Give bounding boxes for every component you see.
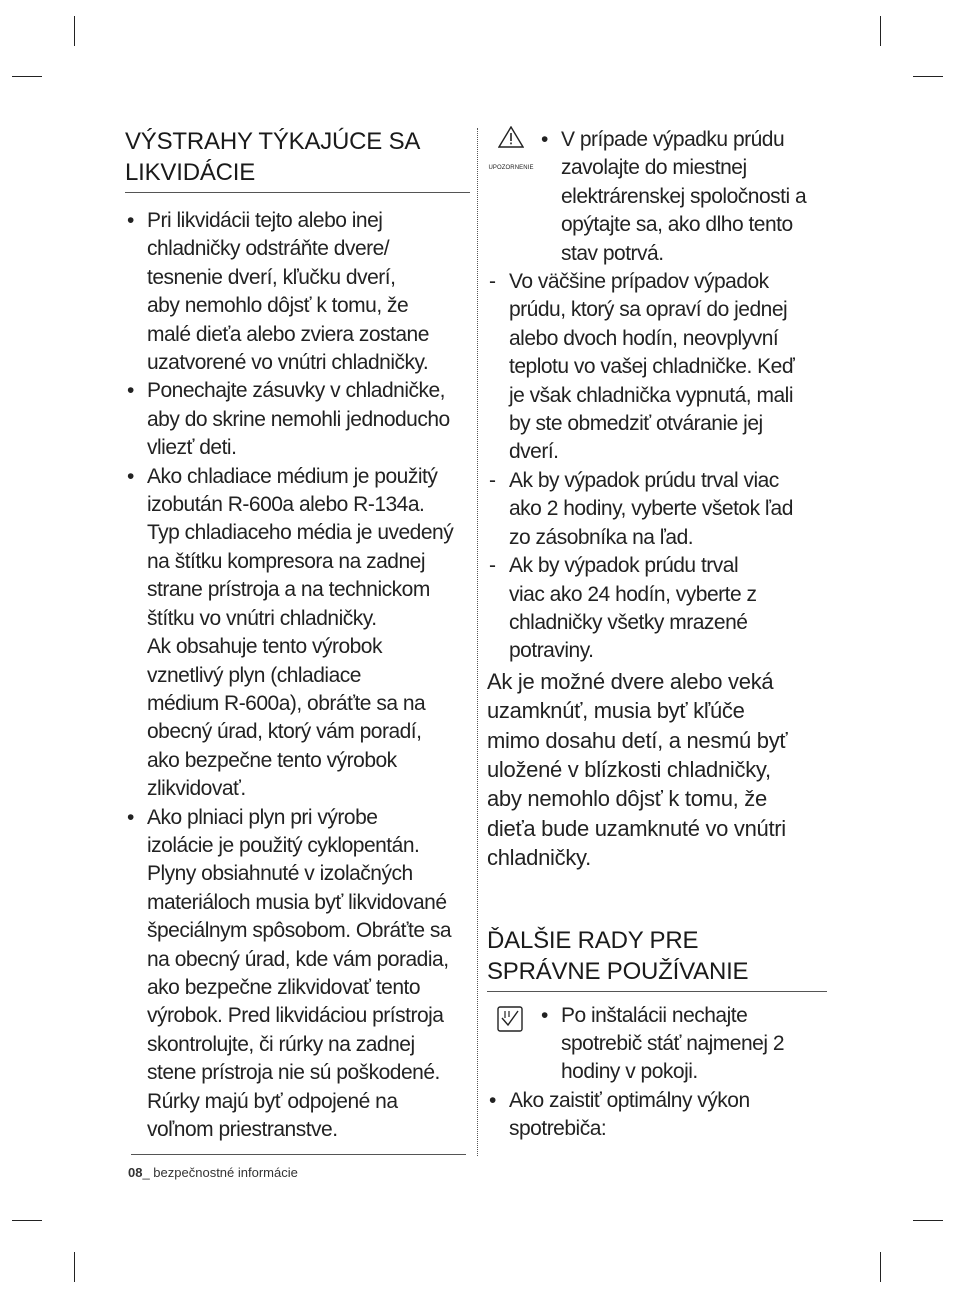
bullet-marker: • xyxy=(127,805,134,829)
text-line: izobután R-600a alebo R-134a. xyxy=(147,493,425,517)
note-checkmark-icon xyxy=(497,1006,523,1032)
list-item xyxy=(125,804,470,1145)
bullet-marker: • xyxy=(541,128,548,151)
power-outage-dash-list xyxy=(487,268,832,666)
text-line: tesnenie dverí, kľučku dverí, xyxy=(147,265,396,289)
list-item xyxy=(125,207,470,377)
bullet-marker: • xyxy=(127,379,134,403)
text-line: aby nemohlo dôjsť k tomu, že xyxy=(147,294,409,318)
text-line: opýtajte sa, ako dlho tento xyxy=(561,213,793,237)
text-line: malé dieťa alebo zviera zostane xyxy=(147,322,429,346)
page-number: 08 xyxy=(128,1165,143,1180)
text-line: vznetlivý plyn (chladiace xyxy=(147,663,361,687)
text-line: Ak obsahuje tento výrobok xyxy=(147,635,382,659)
text-line: Ako plniaci plyn pri výrobe xyxy=(147,805,378,829)
text-line: izolácie je použitý cyklopentán. xyxy=(147,833,420,857)
warning-caption: UPOZORNENIE xyxy=(488,165,534,172)
list-item xyxy=(487,467,832,552)
crop-mark xyxy=(74,1252,75,1282)
text-line: hodiny v pokoji. xyxy=(561,1060,698,1084)
text-line: alebo dvoch hodín, neovplyvní xyxy=(509,326,779,350)
text-line: Rúrky majú byť odpojené na xyxy=(147,1089,398,1113)
crop-mark xyxy=(12,76,42,77)
text-line: mimo dosahu detí, a nesmú byť xyxy=(487,727,788,753)
text-line: je však chladnička vypnutá, mali xyxy=(509,383,793,407)
warning-triangle-icon xyxy=(487,126,535,183)
text-line: Ak by výpadok prúdu trval xyxy=(509,554,739,578)
performance-bullet-text xyxy=(509,1087,832,1144)
crop-mark xyxy=(913,1220,943,1221)
text-line: ako 2 hodiny, vyberte všetok ľad xyxy=(509,497,793,521)
bottom-rule xyxy=(131,1154,466,1155)
text-line: aby do skrine nemohli jednoducho xyxy=(147,407,450,431)
text-line: voľnom priestranstve. xyxy=(147,1118,338,1141)
left-column xyxy=(125,126,470,1144)
text-line: spotrebiča: xyxy=(509,1117,607,1141)
text-line: Typ chladiaceho média je uvedený xyxy=(147,521,454,545)
text-line: Po inštalácii nechajte xyxy=(561,1003,748,1027)
text-line: na štítku kompresora na zadnej xyxy=(147,549,425,573)
text-line: ako bezpečne tento výrobok xyxy=(147,748,397,772)
right-column xyxy=(487,126,832,1144)
dash-marker: - xyxy=(489,270,496,294)
text-line: Ponechajte zásuvky v chladničke, xyxy=(147,379,446,403)
crop-mark xyxy=(12,1220,42,1221)
list-item xyxy=(487,268,832,467)
text-line: špeciálnym spôsobom. Obráťte sa xyxy=(147,919,452,943)
text-line: stav potrvá. xyxy=(561,241,664,265)
crop-mark xyxy=(880,16,881,46)
section-heading-disposal: VÝSTRAHY TÝKAJÚCE SA LIKVIDÁCIE xyxy=(125,126,470,193)
text-line: potraviny. xyxy=(509,639,594,663)
text-line: chladničky. xyxy=(487,845,591,871)
dash-marker: - xyxy=(489,468,496,492)
text-line: spotrebič stáť najmenej 2 xyxy=(561,1031,785,1055)
dash-marker: - xyxy=(489,554,496,578)
text-line: Ako chladiace médium je použitý xyxy=(147,464,438,488)
text-line: štítku vo vnútri chladničky. xyxy=(147,606,377,630)
warning-text xyxy=(561,126,832,268)
text-line: uložené v blízkosti chladničky, xyxy=(487,756,771,782)
note-text xyxy=(561,1002,832,1087)
text-line: dverí. xyxy=(509,440,559,464)
text-line: teplotu vo vašej chladničke. Keď xyxy=(509,355,795,379)
text-line: obecný úrad, ktorý vám poradí, xyxy=(147,720,422,744)
bullet-marker: • xyxy=(127,464,134,488)
performance-bullet xyxy=(487,1087,832,1144)
text-line: ako bezpečne zlikvidovať tento xyxy=(147,975,421,999)
bullet-marker: • xyxy=(489,1088,496,1112)
text-line: V prípade výpadku prúdu xyxy=(561,128,785,151)
text-line: Vo väčšine prípadov výpadok xyxy=(509,270,769,294)
bullet-marker: • xyxy=(541,1003,548,1027)
text-line: aby nemohlo dôjsť k tomu, že xyxy=(487,786,767,812)
column-divider xyxy=(477,128,478,1156)
section-heading-usage-tips: ĎALŠIE RADY PRE SPRÁVNE POUŽÍVANIE xyxy=(487,925,827,992)
text-line: vliezť deti. xyxy=(147,436,237,460)
warning-block xyxy=(487,126,832,268)
crop-mark xyxy=(74,16,75,46)
text-line: skontrolujte, či rúrky na zadnej xyxy=(147,1032,415,1056)
text-line: by ste obmedziť otváranie jej xyxy=(509,412,763,436)
crop-mark xyxy=(913,76,943,77)
text-line: Pri likvidácii tejto alebo inej xyxy=(147,209,383,232)
text-line: viac ako 24 hodín, vyberte z xyxy=(509,582,757,606)
text-line: médium R-600a), obráťte sa na xyxy=(147,691,426,715)
text-line: Ako zaistiť optimálny výkon xyxy=(509,1088,750,1112)
text-line: uzamknúť, musia byť kľúče xyxy=(487,698,745,724)
bullet-marker: • xyxy=(127,209,134,232)
text-line: Ak by výpadok prúdu trval viac xyxy=(509,468,779,492)
list-item xyxy=(487,552,832,666)
footer-section-name: _ bezpečnostné informácie xyxy=(142,1165,298,1180)
lock-warning-paragraph xyxy=(487,667,832,873)
text-line: prúdu, ktorý sa opraví do jednej xyxy=(509,298,788,322)
text-line: elektrárenskej spoločnosti a xyxy=(561,184,807,208)
page-footer xyxy=(128,1165,298,1180)
list-item xyxy=(125,377,470,462)
text-line: dieťa bude uzamknuté vo vnútri xyxy=(487,815,786,841)
text-line: uzatvorené vo vnútri chladničky. xyxy=(147,351,429,375)
text-line: chladničky odstráňte dvere/ xyxy=(147,237,390,261)
text-line: zlikvidovať. xyxy=(147,777,246,801)
disposal-bullet-list xyxy=(125,207,470,1144)
text-line: strane prístroja a na technickom xyxy=(147,578,430,602)
text-line: zavolajte do miestnej xyxy=(561,156,747,180)
text-line: Ak je možné dvere alebo veká xyxy=(487,668,774,694)
text-line: Plyny obsiahnuté v izolačných xyxy=(147,862,413,886)
text-line: na obecný úrad, kde vám poradia, xyxy=(147,947,449,971)
list-item xyxy=(125,463,470,804)
note-block xyxy=(487,1002,832,1087)
text-line: stene prístroja nie sú poškodené. xyxy=(147,1061,440,1085)
text-line: materiáloch musia byť likvidované xyxy=(147,890,447,914)
text-line: výrobok. Pred likvidáciou prístroja xyxy=(147,1004,444,1028)
crop-mark xyxy=(880,1252,881,1282)
text-line: chladničky všetky mrazené xyxy=(509,610,748,634)
text-line: zo zásobníka na ľad. xyxy=(509,525,694,549)
